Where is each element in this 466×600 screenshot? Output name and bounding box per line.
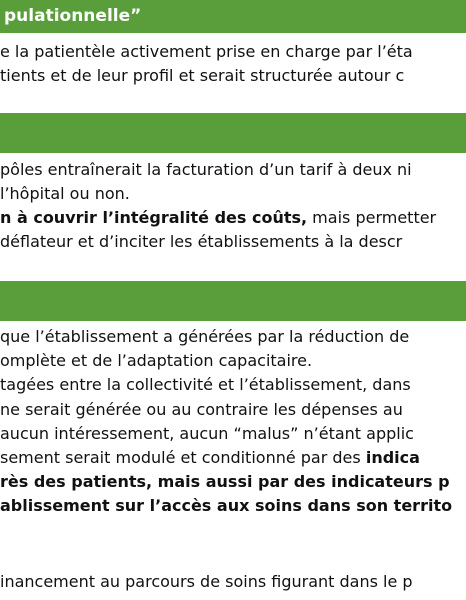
section-2-line-2: l’hôpital ou non. [0,184,130,203]
section-3-line-9: inancement au parcours de soins figurant dans le p [0,572,413,591]
section-1-line-1: e la patientèle activement prise en charge par l’éta [0,42,413,61]
section-3-line-6-normal: sement serait modulé et conditionné par des [0,448,366,467]
section-header-1 [0,0,466,33]
section-3-line-7-bold: rès des patients, mais aussi par des indicateurs p [0,472,450,491]
section-header-2 [0,113,466,153]
section-2-line-4: déflateur et d’inciter les établissements à la descr [0,232,403,251]
section-2-line-3-bold: n à couvrir l’intégralité des coûts, [0,208,308,227]
section-3-line-6 [0,446,466,470]
section-2-line-3 [0,206,466,230]
section-3-line-5: aucun intéressement, aucun “malus” n’étant applic [0,424,414,443]
section-2-line-3-rest: mais permetter [307,208,437,227]
section-3-line-4: ne serait générée ou au contraire les dépenses au [0,400,403,419]
section-header-3 [0,281,466,321]
section-3-line-6-bold: indica [365,448,420,467]
section-3-line-8-bold: ablissement sur l’accès aux soins dans son territo [0,496,453,515]
section-3-line-1: que l’établissement a générées par la réduction de [0,327,410,346]
section-3-line-3: tagées entre la collectivité et l’établissement, dans [0,375,411,394]
section-3-line-7 [0,470,466,494]
section-3-line-8 [0,494,466,518]
section-1-line-2: tients et de leur profil et serait structurée autour c [0,66,405,85]
section-3-line-2: omplète et de l’adaptation capacitaire. [0,351,313,370]
section-header-1-text: pulationnelle” [4,6,142,26]
section-2-line-1: pôles entraînerait la facturation d’un tarif à deux ni [0,160,412,179]
